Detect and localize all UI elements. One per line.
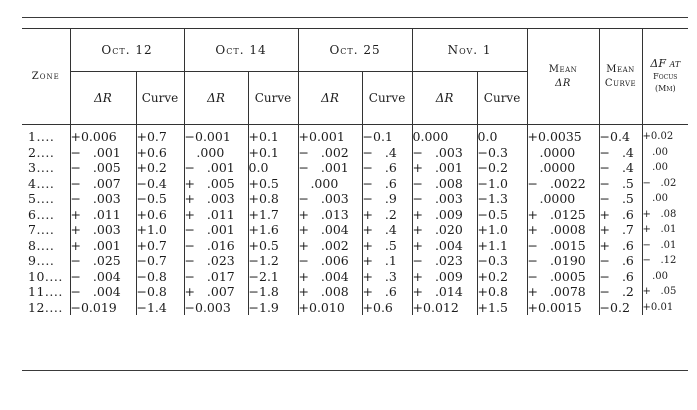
sub-header-curve: Curve xyxy=(477,72,527,125)
value-cell: − .001 xyxy=(298,160,362,176)
value-cell: +0.5 xyxy=(248,176,298,192)
value-cell: −1.9 xyxy=(248,300,298,316)
sub-header-delta-r: ΔR xyxy=(70,72,136,125)
sub-header-curve: Curve xyxy=(136,72,184,125)
group-header-oct-14: Oct. 14 xyxy=(184,29,298,72)
mean-curve-line2: Curve xyxy=(604,77,637,89)
value-cell: − .02 xyxy=(642,177,677,189)
value-cell: − .023 xyxy=(412,253,477,269)
value-cell: +0.01 xyxy=(642,301,674,313)
value-cell: +0.02 xyxy=(642,131,674,143)
value-cell: + .004 xyxy=(298,222,362,238)
value-cell: − .004 xyxy=(70,269,136,285)
zone-cell: 1.... xyxy=(22,125,70,145)
value-cell: + .2 xyxy=(362,207,412,223)
focus-line3: (Mm) xyxy=(655,84,676,93)
value-cell: + .003 xyxy=(184,191,248,207)
value-cell: +0.0015 xyxy=(527,300,599,316)
table-row xyxy=(22,253,688,269)
value-cell: − .008 xyxy=(412,176,477,192)
value-cell: −0.3 xyxy=(477,145,527,161)
focus-line1: ΔF at xyxy=(650,57,681,70)
sub-header-curve: Curve xyxy=(362,72,412,125)
table-row xyxy=(22,191,688,207)
value-cell: .0000 xyxy=(527,191,599,207)
value-cell: +1.5 xyxy=(477,300,527,316)
zone-cell: 5.... xyxy=(22,191,70,207)
value-cell: +0.8 xyxy=(248,191,298,207)
value-cell: −0.1 xyxy=(362,125,412,145)
value-cell: .0000 xyxy=(527,145,599,161)
value-cell: +0.6 xyxy=(136,207,184,223)
zone-cell: 6.... xyxy=(22,207,70,223)
zone-header: Zone xyxy=(22,29,70,125)
value-cell: − .001 xyxy=(184,222,248,238)
value-cell: − .004 xyxy=(70,284,136,300)
value-cell: +0.6 xyxy=(362,300,412,316)
top-rule xyxy=(22,17,688,18)
value-cell: +0.0035 xyxy=(527,125,599,145)
zone-cell: 3.... xyxy=(22,160,70,176)
value-cell: −2.1 xyxy=(248,269,298,285)
value-cell: 0.0 xyxy=(248,160,298,176)
value-cell: + .1 xyxy=(362,253,412,269)
header-row-groups xyxy=(22,29,688,72)
value-cell: − .003 xyxy=(412,191,477,207)
value-cell: −0.019 xyxy=(70,300,136,316)
value-cell: + .011 xyxy=(70,207,136,223)
zone-cell: 11.... xyxy=(22,284,70,300)
value-cell: − .0005 xyxy=(527,269,599,285)
value-cell: + .6 xyxy=(599,207,642,223)
value-cell: − .005 xyxy=(70,160,136,176)
value-cell: +1.7 xyxy=(248,207,298,223)
table-row xyxy=(22,222,688,238)
value-cell: − .01 xyxy=(642,239,677,251)
value-cell: −0.4 xyxy=(136,176,184,192)
value-cell: − .025 xyxy=(70,253,136,269)
value-cell: − .6 xyxy=(362,160,412,176)
value-cell: + .013 xyxy=(298,207,362,223)
value-cell: − .12 xyxy=(642,255,677,267)
value-cell: − .4 xyxy=(362,145,412,161)
value-cell: − .4 xyxy=(599,160,642,176)
value-cell: −0.8 xyxy=(136,284,184,300)
value-cell: .000 xyxy=(298,176,362,192)
value-cell: + .011 xyxy=(184,207,248,223)
value-cell: +0.001 xyxy=(298,125,362,145)
value-cell: + .5 xyxy=(362,238,412,254)
value-cell: −1.8 xyxy=(248,284,298,300)
data-table xyxy=(22,28,688,315)
value-cell: .000 xyxy=(184,145,248,161)
value-cell: + .3 xyxy=(362,269,412,285)
value-cell: .00 xyxy=(642,193,668,205)
sub-header-delta-r: ΔR xyxy=(184,72,248,125)
value-cell: − .5 xyxy=(599,191,642,207)
value-cell: −1.2 xyxy=(248,253,298,269)
table-row xyxy=(22,145,688,161)
value-cell: +0.8 xyxy=(477,284,527,300)
value-cell: + .4 xyxy=(362,222,412,238)
value-cell: − .017 xyxy=(184,269,248,285)
value-cell: 0.000 xyxy=(412,125,477,145)
value-cell: +0.006 xyxy=(70,125,136,145)
value-cell: − .0015 xyxy=(527,238,599,254)
value-cell: +0.1 xyxy=(248,145,298,161)
value-cell: + .004 xyxy=(298,269,362,285)
mean-delta-r-line1: Mean xyxy=(548,63,578,75)
value-cell: −1.4 xyxy=(136,300,184,316)
table-row xyxy=(22,207,688,223)
value-cell: −0.003 xyxy=(184,300,248,316)
value-cell: −0.4 xyxy=(599,125,642,145)
value-cell: +1.1 xyxy=(477,238,527,254)
value-cell: + .001 xyxy=(70,238,136,254)
value-cell: − .001 xyxy=(70,145,136,161)
value-cell: − .5 xyxy=(599,176,642,192)
value-cell: +1.0 xyxy=(136,222,184,238)
value-cell: − .003 xyxy=(298,191,362,207)
value-cell: + .004 xyxy=(412,238,477,254)
table-row xyxy=(22,284,688,300)
value-cell: −0.5 xyxy=(477,207,527,223)
group-header-oct-25: Oct. 25 xyxy=(298,29,412,72)
value-cell: +0.7 xyxy=(136,125,184,145)
sub-header-curve: Curve xyxy=(248,72,298,125)
zone-cell: 10.... xyxy=(22,269,70,285)
value-cell: − .002 xyxy=(298,145,362,161)
value-cell: −1.3 xyxy=(477,191,527,207)
value-cell: − .4 xyxy=(599,145,642,161)
value-cell: +0.6 xyxy=(136,145,184,161)
zone-cell: 7.... xyxy=(22,222,70,238)
value-cell: −0.001 xyxy=(184,125,248,145)
value-cell: −0.2 xyxy=(599,300,642,316)
value-cell: − .6 xyxy=(362,176,412,192)
value-cell: .00 xyxy=(642,270,668,282)
value-cell: + .007 xyxy=(184,284,248,300)
value-cell: .00 xyxy=(642,146,668,158)
value-cell: + .6 xyxy=(362,284,412,300)
group-header-oct-12: Oct. 12 xyxy=(70,29,184,72)
value-cell: −0.5 xyxy=(136,191,184,207)
value-cell: − .0190 xyxy=(527,253,599,269)
value-cell: +1.6 xyxy=(248,222,298,238)
value-cell: −0.2 xyxy=(477,160,527,176)
value-cell: −0.3 xyxy=(477,253,527,269)
value-cell: −1.0 xyxy=(477,176,527,192)
group-header-nov-1: Nov. 1 xyxy=(412,29,527,72)
value-cell: + .002 xyxy=(298,238,362,254)
zone-cell: 4.... xyxy=(22,176,70,192)
value-cell: −0.8 xyxy=(136,269,184,285)
value-cell: − .003 xyxy=(412,145,477,161)
value-cell: − .6 xyxy=(599,253,642,269)
value-cell: − .006 xyxy=(298,253,362,269)
value-cell: −0.7 xyxy=(136,253,184,269)
value-cell: + .003 xyxy=(70,222,136,238)
value-cell: − .003 xyxy=(70,191,136,207)
value-cell: + .7 xyxy=(599,222,642,238)
mean-delta-r-line2: ΔR xyxy=(555,77,571,89)
value-cell: + .6 xyxy=(599,238,642,254)
value-cell: .00 xyxy=(642,162,668,174)
value-cell: 0.0 xyxy=(477,125,527,145)
value-cell: − .016 xyxy=(184,238,248,254)
value-cell: − .007 xyxy=(70,176,136,192)
value-cell: − .0022 xyxy=(527,176,599,192)
value-cell: + .01 xyxy=(642,224,677,236)
table-body xyxy=(22,125,688,316)
bottom-rule xyxy=(22,370,688,371)
value-cell: + .08 xyxy=(642,208,677,220)
table-row xyxy=(22,300,688,316)
value-cell: +1.0 xyxy=(477,222,527,238)
mean-curve-line1: Mean xyxy=(606,63,635,75)
focus-header xyxy=(642,29,688,125)
value-cell: +0.010 xyxy=(298,300,362,316)
zone-cell: 2.... xyxy=(22,145,70,161)
table-row xyxy=(22,238,688,254)
sub-header-delta-r: ΔR xyxy=(298,72,362,125)
focus-line2: Focus xyxy=(653,72,678,81)
value-cell: + .001 xyxy=(412,160,477,176)
value-cell: +0.5 xyxy=(248,238,298,254)
value-cell: − .023 xyxy=(184,253,248,269)
value-cell: + .0125 xyxy=(527,207,599,223)
table-row xyxy=(22,269,688,285)
value-cell: − .9 xyxy=(362,191,412,207)
zone-cell: 12.... xyxy=(22,300,70,316)
value-cell: − .2 xyxy=(599,284,642,300)
value-cell: − .6 xyxy=(599,269,642,285)
value-cell: +0.1 xyxy=(248,125,298,145)
value-cell: +0.7 xyxy=(136,238,184,254)
value-cell: + .009 xyxy=(412,207,477,223)
value-cell: + .005 xyxy=(184,176,248,192)
value-cell: +0.2 xyxy=(477,269,527,285)
value-cell: +0.2 xyxy=(136,160,184,176)
value-cell: +0.012 xyxy=(412,300,477,316)
value-cell: + .05 xyxy=(642,286,677,298)
value-cell: + .0008 xyxy=(527,222,599,238)
value-cell: + .0078 xyxy=(527,284,599,300)
value-cell: .0000 xyxy=(527,160,599,176)
mean-curve-header xyxy=(599,29,642,125)
value-cell: + .008 xyxy=(298,284,362,300)
table-row xyxy=(22,160,688,176)
value-cell: + .020 xyxy=(412,222,477,238)
zone-cell: 8.... xyxy=(22,238,70,254)
mean-delta-r-header xyxy=(527,29,599,125)
zone-cell: 9.... xyxy=(22,253,70,269)
sub-header-delta-r: ΔR xyxy=(412,72,477,125)
value-cell: + .009 xyxy=(412,269,477,285)
table-row xyxy=(22,125,688,145)
value-cell: + .014 xyxy=(412,284,477,300)
table-row xyxy=(22,176,688,192)
value-cell: − .001 xyxy=(184,160,248,176)
